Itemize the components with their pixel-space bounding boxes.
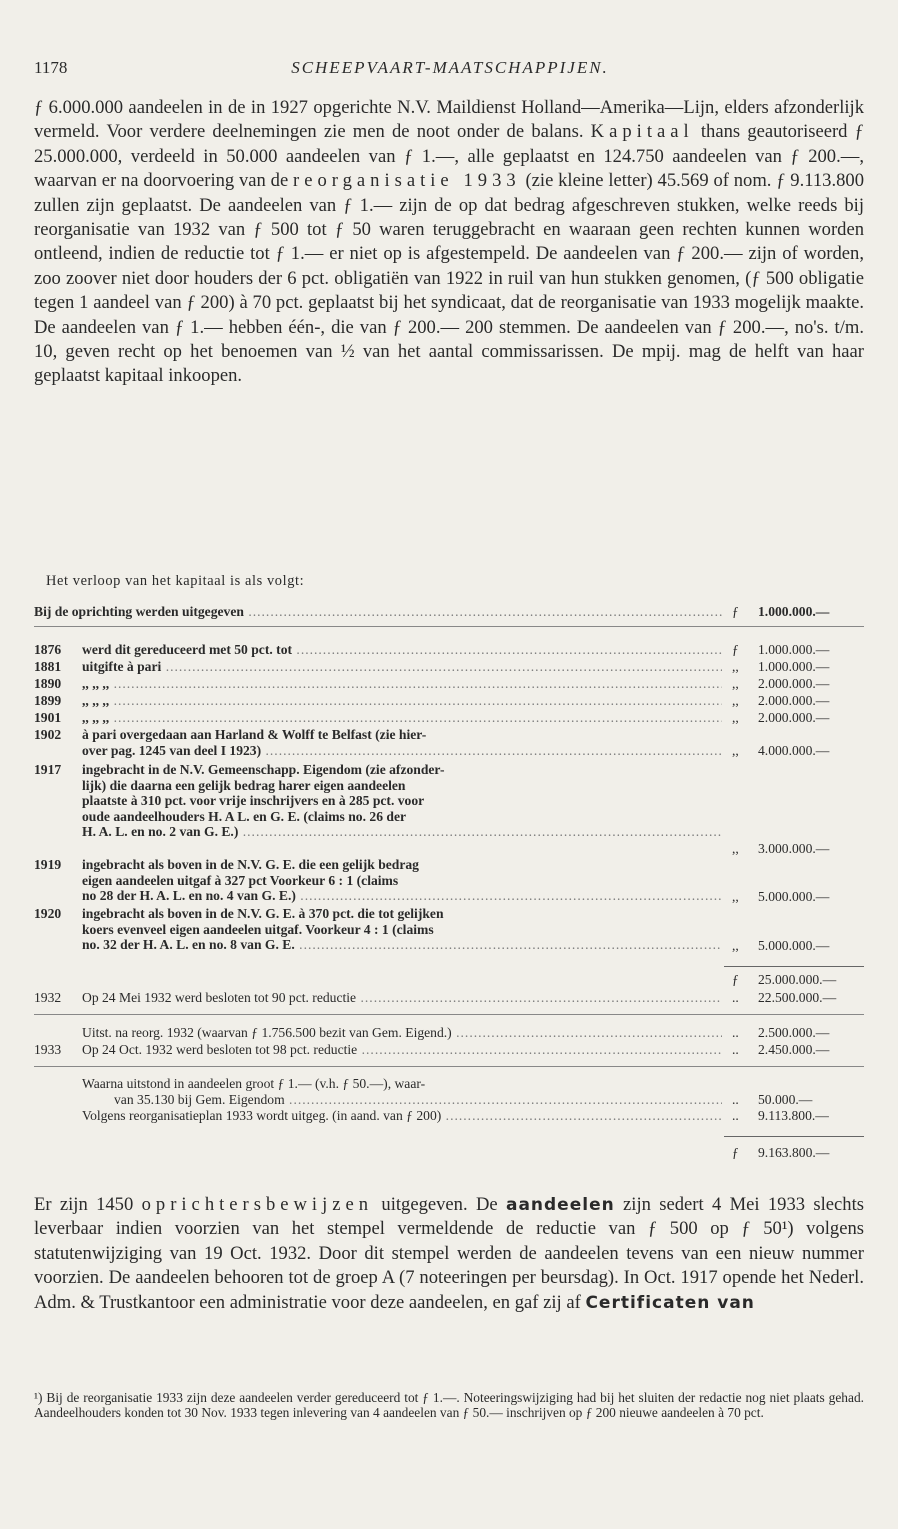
row-amount: 2.000.000.— [758,693,830,708]
row-line: ingebracht als boven in de N.V. G. E. die een gelijk bedrag [82,857,419,872]
table-row [34,604,864,621]
row-currency: ,, [732,659,739,674]
aandeelen-term: aandeelen [505,1195,615,1215]
table-divider [34,1014,864,1015]
row-year: 1932 [34,990,62,1005]
row-amount: 1.000.000.— [758,604,830,619]
row-currency: .. [732,1108,739,1123]
row-year: 1876 [34,642,62,657]
row-text: Volgens reorganisatieplan 1933 wordt uitgeg. (in aand. van ƒ 200) ..... [82,1108,722,1124]
row-year: 1901 [34,710,62,725]
row-year: 1902 [34,727,62,742]
row-amount: 1.000.000.— [758,642,830,657]
row-line: plaatste à 310 pct. voor vrije inschrijvers en à 285 pct. voor [82,793,425,809]
row-amount-wrap [34,743,864,760]
row-currency: ,, [732,841,739,856]
row-currency: ƒ [732,972,739,987]
reorganisatie-term: reorganisatie 1933 [293,170,521,192]
row-amount: 4.000.000.— [758,743,830,758]
row-amount-wrap [34,938,864,955]
row-line: koers evenveel eigen aandeelen uitgaf. Voorkeur 4 : 1 (claims [82,921,434,937]
table-row [34,693,864,710]
row-year: 1899 [34,693,62,708]
row-line: van 35.130 bij Gem. Eigendom ..... [82,1092,722,1108]
table-row [34,676,864,693]
row-amount: 2.500.000.— [758,1025,830,1040]
row-line: oude aandeelhouders H. A L. en G. E. (claims no. 26 der [82,808,407,824]
row-year: 1933 [34,1042,62,1057]
row-currency: ƒ [732,642,739,657]
certificaten-term: Certificaten van [585,1292,755,1313]
row-text: Op 24 Oct. 1932 werd besloten tot 98 pct. reductie ..... [82,1042,722,1058]
row-year: 1920 [34,906,62,921]
intro-text-c: (zie kleine letter) 45.569 of nom. ƒ 9.113.800 zullen zijn geplaatst. De aandeelen van ƒ 1.— zijn de op dat bedrag afgeschreven stukken, welke reeds bij reorganisatie van 1932 van ƒ 500 tot ƒ 50 waren teruggebracht en waaraan geen rechten kunnen worden ontleend, indien de reductie tot ƒ 1.— er niet op is afgestempeld. De aandeelen van ƒ 200.— zijn of worden, zoo zoover niet door houders der 6 pct. obligatiën van 1922 in ruil van hun stukken genomen, (ƒ 500 obligatie tegen 1 aandeel van ƒ 200) à 70 pct. geplaatst bij het syndicaat, dat de reorganisatie van 1933 mogelijk maakte. De aandeelen van ƒ 1.— hebben één-, die van ƒ 200.— 200 stemmen. De aandeelen van ƒ 200.—, no's. t/m. 10, geven recht op het benoemen van ½ van het aantal commissarissen. De mpij. mag de helft van haar geplaatst kapitaal inkoopen. [34,170,864,387]
row-amount: 2.000.000.— [758,710,830,725]
row-amount: 9.113.800.— [758,1108,829,1123]
row-amount: 2.000.000.— [758,676,830,691]
row-line: ingebracht als boven in de N.V. G. E. à 370 pct. die tot gelijken [82,906,444,921]
row-amount: 50.000.— [758,1092,813,1107]
row-amount: 25.000.000.— [758,972,837,987]
table-row [34,710,864,727]
row-currency: ,, [732,938,739,953]
sum-line [724,966,864,967]
row-year: 1881 [34,659,62,674]
row-text: Bij de oprichting werden uitgegeven ..... [34,604,724,620]
volgens-row [34,1108,864,1125]
table-row-1933 [34,1042,864,1059]
row-amount-wrap [34,889,864,906]
row-text: Op 24 Mei 1932 werd besloten tot 90 pct. reductie ..... [82,990,722,1006]
row-amount: 3.000.000.— [758,841,830,856]
body-paragraph [34,1193,864,1315]
row-currency: ,, [732,889,739,904]
row-text: werd dit gereduceerd met 50 pct. tot ..... [82,642,722,658]
row-line: over pag. 1245 van deel I 1923) ..... [82,743,722,759]
row-text: ,, ,, ,, ..... [82,693,722,709]
row-year: 1919 [34,857,62,872]
page-header [34,58,866,82]
row-line: no 28 der H. A. L. en no. 4 van G. E.) ..... [82,888,722,904]
row-currency: ,, [732,710,739,725]
row-currency: .. [732,1025,739,1040]
row-amount: 1.000.000.— [758,659,830,674]
table-row [34,659,864,676]
row-currency: .. [732,1042,739,1057]
row-currency: ,, [732,693,739,708]
intro-text-b: thans geautoriseerd ƒ 25.000.000, verdeeld in 50.000 aandeelen van ƒ 1.—, alle geplaatst en 124.750 aandeelen van ƒ 200.—, waarvan er na doorvoering van de [34,121,864,192]
row-currency: .. [732,1092,739,1107]
intro-paragraph [34,96,864,389]
table-divider [34,626,864,627]
uitst-row [34,1025,864,1042]
row-amount: 22.500.000.— [758,990,837,1005]
row-currency: .. [732,990,739,1005]
row-line: ingebracht in de N.V. Gemeenschapp. Eigendom (zie afzonder- [82,762,445,777]
page-number: 1178 [34,58,68,77]
row-line: no. 32 der H. A. L. en no. 8 van G. E. ..... [82,937,722,953]
row-amount-wrap [34,841,864,858]
footnote [34,1390,864,1421]
row-line: à pari overgedaan aan Harland & Wolff te Belfast (zie hier- [82,727,427,742]
table-row-1932 [34,990,864,1007]
intro-text-a: ƒ 6.000.000 aandeelen in de in 1927 opgerichte N.V. Maildienst Holland—Amerika—Lijn, elders afzonderlijk vermeld. Voor verdere deelnemingen zie men de noot onder de balans. [34,97,864,143]
row-currency: ƒ [732,604,739,619]
sum-line [724,1136,864,1137]
waarna-amount-row [34,1092,864,1109]
capital-lead: Het verloop van het kapitaal is als volgt: [46,573,305,589]
row-text: ,, ,, ,, ..... [82,710,722,726]
row-amount: 5.000.000.— [758,938,830,953]
subtotal-row [34,972,864,989]
body-text-c: zijn sedert 4 Mei 1933 slechts leverbaar indien voorzien van het stempel vermeldende de reductie van ƒ 500 op ƒ 50¹) volgens statutenwijziging van 19 Oct. 1932. Door dit stempel werden de aandeelen tevens van een nieuw nummer voorzien. De aandeelen behooren tot de groep A (7 noteeringen per beursdag). In Oct. 1917 opende het Nederl. Adm. & Trustkantoor een administratie voor deze aandeelen, en gaf zij af [34,1194,864,1313]
footnote-text: ¹) Bij de reorganisatie 1933 zijn deze aandeelen verder gereduceerd tot ƒ 1.—. Noteeringswijziging had bij het sluiten der redactie nog niet plaats gehad. Aandeelhouders konden tot 30 Nov. 1933 tegen inlevering van 4 aandeelen van ƒ 50.— inschrijven op ƒ 200 nieuwe aandeelen à 70 pct. [34,1390,864,1421]
row-amount: 9.163.800.— [758,1145,830,1160]
row-currency: ,, [732,743,739,758]
row-currency: ƒ [732,1145,739,1160]
kapitaal-term: Kapitaal [590,121,694,143]
row-text-multiline [82,762,722,840]
oprichters-term: oprichtersbewijzen [141,1194,374,1215]
row-currency: ,, [732,676,739,691]
row-line: lijk) die daarna een gelijk bedrag harer eigen aandeelen [82,777,406,793]
row-line: H. A. L. en no. 2 van G. E.) ..... [82,824,722,840]
body-text-a: Er zijn 1450 [34,1194,142,1215]
table-divider [34,1066,864,1067]
row-line: eigen aandeelen uitgaf à 327 pct Voorkeur 6 : 1 (claims [82,872,399,888]
table-row [34,642,864,659]
row-amount: 2.450.000.— [758,1042,830,1057]
row-text: Uitst. na reorg. 1932 (waarvan ƒ 1.756.500 bezit van Gem. Eigend.) ..... [82,1025,722,1041]
total-row [34,1145,864,1162]
row-amount: 5.000.000.— [758,889,830,904]
row-line: Waarna uitstond in aandeelen groot ƒ 1.— (v.h. ƒ 50.—), waar- [82,1076,426,1091]
row-text: ,, ,, ,, ..... [82,676,722,692]
row-text: uitgifte à pari ..... [82,659,722,675]
running-title: SCHEEPVAART-MAATSCHAPPIJEN. [291,58,609,77]
row-year: 1890 [34,676,62,691]
row-year: 1917 [34,762,62,777]
body-text-b: uitgegeven. De [373,1194,506,1215]
